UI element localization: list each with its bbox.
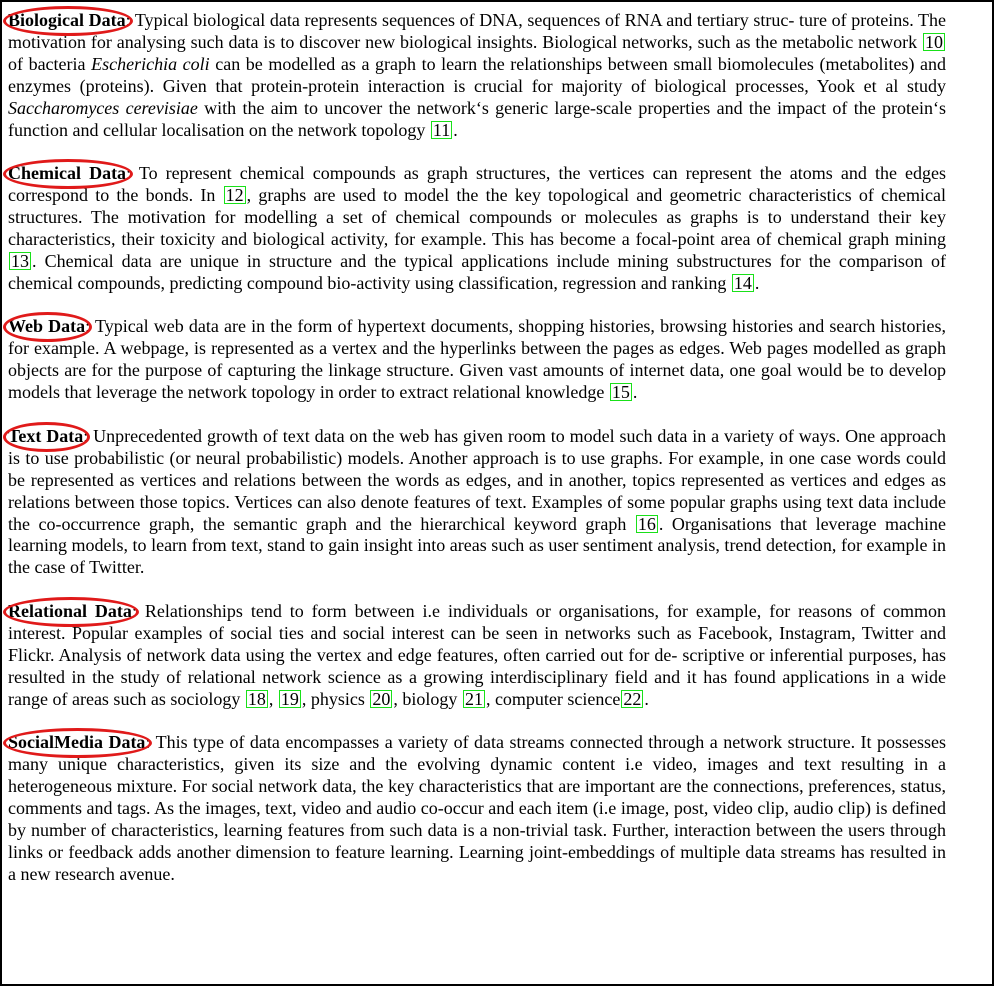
paragraph <box>8 732 946 885</box>
body-text: . <box>644 688 649 709</box>
species-name: Saccharomyces cerevisiae <box>8 97 198 118</box>
paragraph-term: Text Data <box>8 425 84 446</box>
body-text: . Organisations that leverage machine learning models, to learn from text, stand to gain insight into areas such as user sentiment analysis, trend detection, for example in the case of Twitter. <box>8 513 946 578</box>
body-text: , physics <box>301 688 370 709</box>
citation-link[interactable]: 21 <box>464 688 483 709</box>
paragraph-term: Web Data <box>8 316 86 337</box>
body-text: , computer science <box>485 688 621 709</box>
citation-link[interactable]: 22 <box>623 688 642 709</box>
body-text: Unprecedented growth of text data on the web has given room to model such data in a variety of ways. One approach is to use probabilistic (or neural probabilistic) models. Another approach is to use graphs. For example, in one case words could be represented as vertices and relations between the words as edges, and in another, topics represented as vertices and edges as relations between those topics. Vertices can also denote features of text. Examples of some popular graphs using text data include the co-occurrence graph, the semantic graph and the hierarchical keyword graph <box>8 425 946 534</box>
body-text: with the aim to uncover the network‘s generic large-scale properties and the impact of the protein‘s function and cellular localisation on the network topology <box>8 97 946 140</box>
citation-link[interactable]: 20 <box>372 688 391 709</box>
citation-link[interactable]: 14 <box>733 272 752 293</box>
body-text: To represent chemical compounds as graph structures, the vertices can represent the atoms and the edges correspond to the bonds. In <box>8 163 946 206</box>
document-body <box>8 10 946 886</box>
citation-link[interactable]: 11 <box>432 119 451 140</box>
citation-link[interactable]: 15 <box>611 382 630 403</box>
term-colon: : <box>126 163 132 184</box>
citation-link[interactable]: 18 <box>247 688 266 709</box>
paragraph <box>8 426 946 579</box>
citation-link[interactable]: 12 <box>225 185 244 206</box>
body-text: . <box>754 272 760 293</box>
body-text: of bacteria <box>8 53 92 74</box>
citation-link[interactable]: 10 <box>925 31 943 52</box>
paragraph <box>8 316 946 404</box>
species-name: Escherichia coli <box>91 53 210 74</box>
term-colon: : <box>83 425 89 446</box>
paragraph-term: Relational Data <box>8 601 132 622</box>
term-colon: : <box>125 10 131 30</box>
paragraph <box>8 601 946 711</box>
body-text: . <box>632 382 638 403</box>
paragraph-term: SocialMedia Data <box>8 732 146 753</box>
body-text: , graphs are used to model the the key topological and geometric characteristics of chemical structures. The motivation for modelling a set of chemical compounds or molecules as graphs is to understand their key characteristics, their toxicity and biological activity, for example. This has become a focal-point area of chemical graph mining <box>8 185 946 249</box>
body-text: can be modelled as a graph to learn the relationships between small biomolecules (metabolites) and enzymes (proteins). Given that protein-protein interaction is crucial for majority of biological processes, Yook et al study <box>8 53 946 96</box>
body-text: Typical web data are in the form of hypertext documents, shopping histories, browsing histories and search histories, for example. A webpage, is represented as a vertex and the hyperlinks between the pages as edges. Web pages modelled as graph objects are for the purpose of capturing the linkage structure. Given vast amounts of internet data, one goal would be to develop models that leverage the network topology in order to extract relational knowledge <box>8 316 947 403</box>
body-text: This type of data encompasses a variety of data streams connected through a network structure. It possesses many unique characteristics, given its size and the evolving dynamic content i.e video, images and text resulting in a heterogeneous mixture. For social network data, the key characteristics that are important are the connections, preferences, status, comments and tags. As the images, text, video and audio co-occur and each item (i.e image, post, video clip, audio clip) is defined by number of characteristics, learning features from such data is a non-trivial task. Further, interaction between the users through links or feedback adds another dimension to feature learning. Learning joint-embeddings of multiple data streams has resulted in a new research avenue. <box>8 732 946 884</box>
body-text: Typical biological data represents sequences of DNA, sequences of RNA and tertiary struc- ture of proteins. The motivation for analysing such data is to discover new biological insights. Biological networks, such as the metabolic network <box>8 10 946 52</box>
paragraph-term: Chemical Data <box>8 163 127 184</box>
body-text: . Chemical data are unique in structure and the typical applications include mining substructures for the comparison of chemical compounds, predicting compound bio-activity using classification, regression and ranking <box>8 250 946 293</box>
term-colon: : <box>131 601 137 622</box>
citation-link[interactable]: 19 <box>280 688 299 709</box>
term-colon: : <box>145 732 151 753</box>
body-text: , <box>268 688 278 709</box>
paragraph-term: Biological Data <box>8 10 126 30</box>
body-text: Relationships tend to form between i.e individuals or organisations, for example, for reasons of common interest. Popular examples of social ties and social interest can be seen in networks such as Facebook, Instagram, Twitter and Flickr. Analysis of network data using the vertex and edge features, often carried out for de- scriptive or inferential purposes, has resulted in the study of relational network science as a growing interdisciplinary field and it has found applications in a wide range of areas such as sociology <box>8 601 946 709</box>
paragraph <box>8 10 946 141</box>
citation-link[interactable]: 16 <box>637 513 656 534</box>
term-colon: : <box>85 316 91 337</box>
body-text: , biology <box>393 688 462 709</box>
citation-link[interactable]: 13 <box>11 250 29 271</box>
paragraph <box>8 163 946 294</box>
body-text: . <box>453 119 458 140</box>
